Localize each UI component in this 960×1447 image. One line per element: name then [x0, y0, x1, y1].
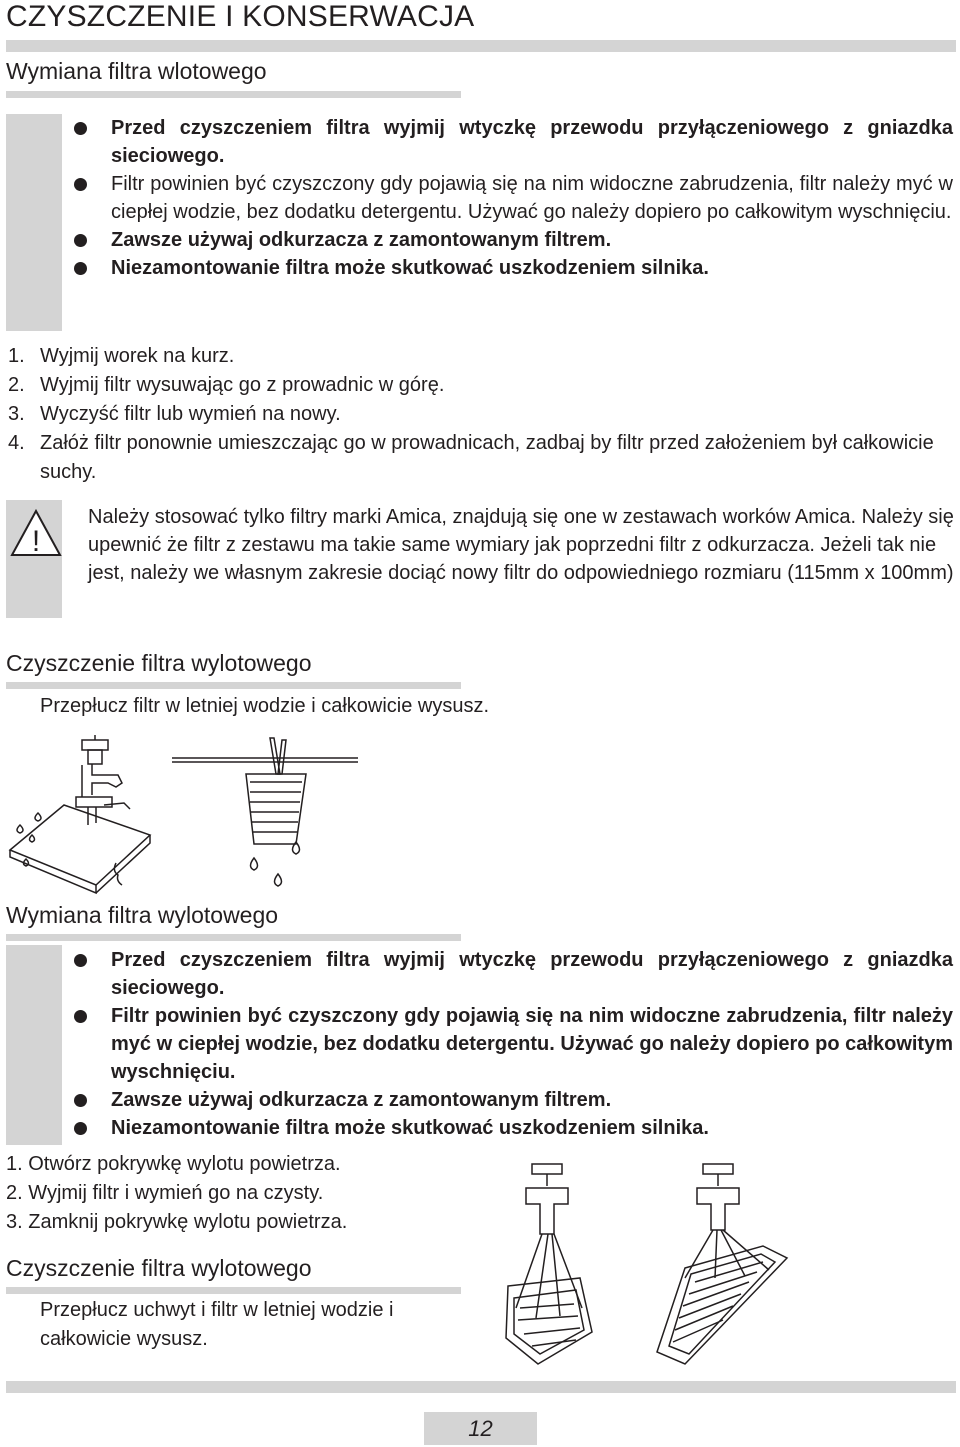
list-item: Zawsze używaj odkurzacza z zamontowanym filtrem. — [111, 1086, 953, 1114]
section-divider — [6, 682, 461, 689]
steps-list-1 — [8, 342, 953, 487]
warning-text: Należy stosować tylko filtry marki Amica, znajdują się one w zestawach worków Amica. Należy się upewnić że filtr z zestawu ma takie same wymiary jak poprzedni filtr z odkurzacza. Jeżeli tak nie jest, należy we własnym zakresie dociąć nowy filtr do odpowiedniego rozmiaru (115mm x 100mm) — [88, 506, 954, 584]
warning-icon — [10, 508, 62, 558]
list-item: Niezamontowanie filtra może skutkować uszkodzeniem silnika. — [111, 254, 953, 282]
page-number: 12 — [424, 1412, 537, 1445]
list-item: 2. Wyjmij filtr wysuwając go z prowadnic w górę. — [8, 374, 445, 396]
list-item: 4. Załóż filtr ponownie umieszczając go w prowadnicach, zadbaj by filtr przed założeniem był całkowicie suchy. — [8, 432, 934, 483]
section-divider — [6, 1287, 461, 1294]
list-item: Niezamontowanie filtra może skutkować uszkodzeniem silnika. — [111, 1114, 953, 1142]
footer-divider — [6, 1381, 956, 1393]
page-title: CZYSZCZENIE I KONSERWACJA — [6, 0, 475, 33]
list-item: 1. Wyjmij worek na kurz. — [8, 345, 235, 367]
bullet-icon — [74, 122, 87, 135]
list-item: 1. Otwórz pokrywkę wylotu powietrza. — [6, 1153, 341, 1175]
list-item: 3. Zamknij pokrywkę wylotu powietrza. — [6, 1211, 348, 1233]
bullet-icon — [74, 234, 87, 247]
holder-washing-illustration — [496, 1158, 606, 1378]
title-divider — [6, 40, 956, 52]
list-item: Przed czyszczeniem filtra wyjmij wtyczkę przewodu przyłączeniowego z gniazdka sieciowego. — [111, 114, 953, 170]
sidebar-marker — [6, 114, 62, 331]
list-item: 3. Wyczyść filtr lub wymień na nowy. — [8, 403, 341, 425]
section-title-outlet-filter: Wymiana filtra wylotowego — [6, 902, 279, 928]
list-item: Przed czyszczeniem filtra wyjmij wtyczkę przewodu przyłączeniowego z gniazdka sieciowego. — [111, 946, 953, 1002]
cleaning-instruction-2: Przepłucz uchwyt i filtr w letniej wodzie i całkowicie wysusz. — [40, 1299, 394, 1350]
bullet-icon — [74, 178, 87, 191]
bullet-icon — [74, 1094, 87, 1107]
bullet-icon — [74, 1122, 87, 1135]
bullet-icon — [74, 262, 87, 275]
bullet-icon — [74, 954, 87, 967]
section-title-outlet-cleaning-2: Czyszczenie filtra wylotowego — [6, 1255, 312, 1281]
list-item: Filtr powinien być czyszczony gdy pojawią się na nim widoczne zabrudzenia, filtr należy myć w ciepłej wodzie, bez dodatku detergentu. Używać go należy dopiero po całkowitym wyschnięciu. — [111, 1002, 953, 1086]
section-title-outlet-cleaning: Czyszczenie filtra wylotowego — [6, 650, 312, 676]
sidebar-marker — [6, 945, 62, 1145]
bullet-list-2 — [111, 946, 953, 1142]
list-item: Filtr powinien być czyszczony gdy pojawią się na nim widoczne zabrudzenia, filtr należy myć w ciepłej wodzie, bez dodatku detergentu. Używać go należy dopiero po całkowitym wyschnięciu. — [111, 170, 953, 226]
tap-washing-filter-illustration — [4, 735, 154, 895]
bullet-list-1 — [111, 114, 953, 282]
list-item: Zawsze używaj odkurzacza z zamontowanym filtrem. — [111, 226, 953, 254]
bullet-icon — [74, 1010, 87, 1023]
list-item: 2. Wyjmij filtr i wymień go na czysty. — [6, 1182, 324, 1204]
section-divider — [6, 934, 461, 941]
section-divider — [6, 91, 461, 98]
section-title-inlet-filter: Wymiana filtra wlotowego — [6, 58, 267, 84]
warning-symbol: ! — [31, 525, 41, 558]
outlet-filter-washing-illustration — [645, 1158, 795, 1378]
steps-list-2 — [6, 1150, 476, 1237]
filter-drying-illustration — [170, 738, 370, 898]
cleaning-instruction: Przepłucz filtr w letniej wodzie i całkowicie wysusz. — [40, 695, 490, 717]
